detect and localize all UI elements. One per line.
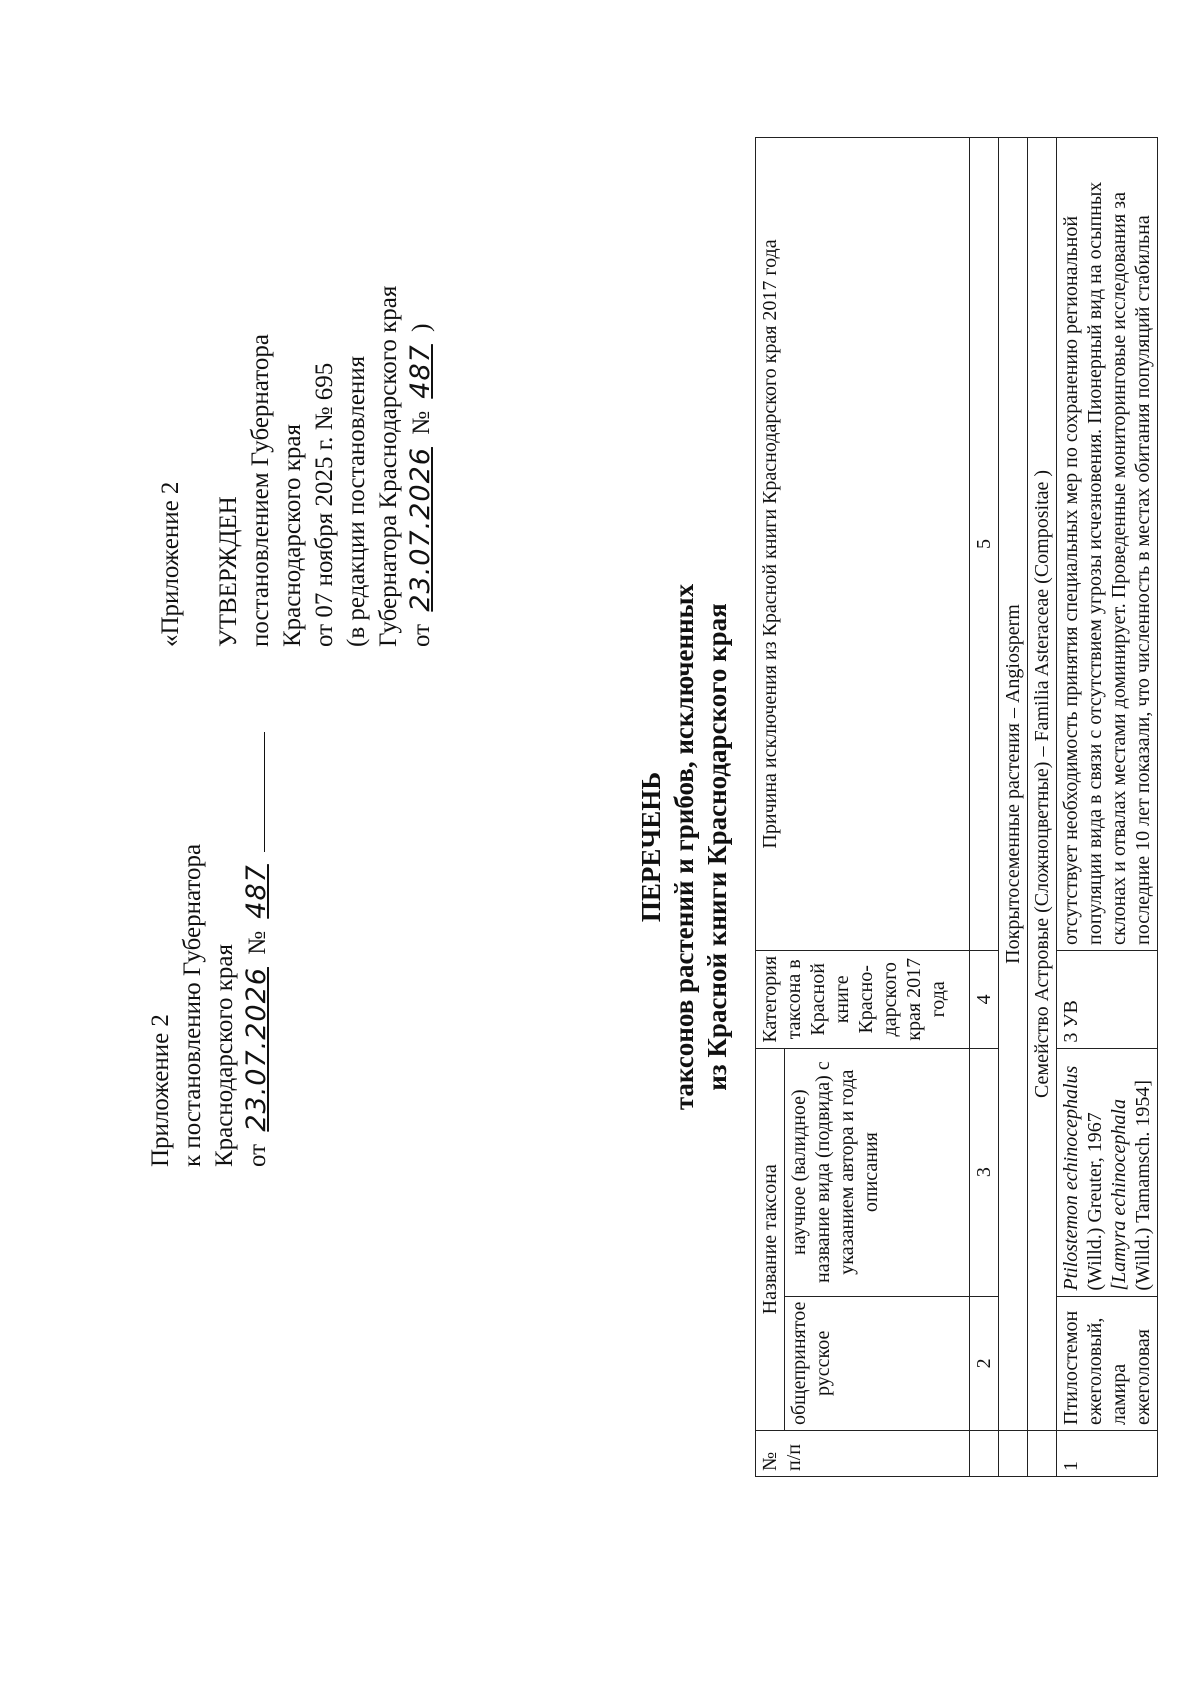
right-annex-line7: Губернатора Краснодарского края	[375, 285, 402, 647]
right-annex-line5: от 07 ноября 2025 г. № 695	[311, 362, 338, 647]
table-header-row1	[756, 138, 785, 1477]
left-annex-number: 487	[241, 864, 272, 919]
title-line1: ПЕРЕЧЕНЬ	[636, 771, 666, 923]
left-annex-date: 23.07.2026	[241, 967, 272, 1132]
column-number: 5	[970, 138, 999, 951]
right-annex-date-line	[405, 286, 438, 647]
right-annex-number: 487	[405, 344, 436, 399]
header-reason: Причина исключения из Красной книги Краснодарского края 2017 года	[756, 138, 970, 951]
right-annex-date: 23.07.2026	[405, 447, 436, 612]
row-num: 1	[1057, 1431, 1158, 1477]
right-annex-line3: постановлением Губернатора	[247, 334, 274, 647]
right-annex-close: )	[408, 323, 435, 332]
scientific-name-italic: Ptilostemon echinocephalus	[1060, 1065, 1082, 1291]
column-number: 4	[970, 950, 999, 1048]
table-row	[1057, 138, 1158, 1477]
row-category: 3 УВ	[1057, 950, 1158, 1048]
column-number: 2	[970, 1296, 999, 1430]
title-line3: из Красной книги Краснодарского края	[702, 603, 732, 1091]
right-annex-number-prefix: №	[408, 410, 435, 435]
section-row	[999, 138, 1028, 1477]
left-annex-line2: к постановлению Губернатора	[179, 843, 206, 1167]
column-number-empty	[970, 1431, 999, 1477]
header-taxon-name: Название таксона	[756, 1048, 785, 1430]
right-annex-line6: (в редакции постановления	[343, 355, 370, 647]
left-annex-from: от	[244, 1143, 271, 1167]
row-russian-name: Птилостемон ежеголовый, ламира ежеголовая	[1057, 1296, 1158, 1430]
header-scientific: научное (валидное) название вида (подвида) с указанием автора и года описания	[785, 1048, 970, 1296]
right-annex	[155, 286, 438, 647]
family-label: Семейство Астровые (Сложноцветные) – Familia Asteraceae (Compositae )	[1028, 138, 1057, 1431]
right-annex-line1: «Приложение 2	[157, 481, 184, 647]
spacer	[187, 286, 213, 647]
header-russian: общепринятое русское	[785, 1296, 970, 1430]
header-category: Категория таксона в Красной книге Красно-дарского края 2017 года	[756, 950, 970, 1048]
left-annex	[145, 732, 274, 1167]
right-annex-line4: Краснодарского края	[279, 424, 306, 647]
row-reason: отсутствует необходимость принятия специальных мер по сохранению региональной популяции вида в связи с отсутствием угрозы исчезновения. Пионерный вид на осыпных склонах и отвалах местами доминирует. Проведенные мониторинговые исследования за последние 10 лет показали, что численность в местах обитания популяций стабильна	[1057, 138, 1158, 951]
rotated-page	[35, 47, 1165, 1647]
right-annex-from: от	[408, 623, 435, 647]
synonym-italic: [Lamyra echinocephala	[1108, 1099, 1130, 1291]
synonym-author: (Willd.) Tamamsch. 1954]	[1132, 1079, 1154, 1291]
section-label: Покрытосеменные растения – Angiosperm	[999, 138, 1028, 1431]
right-annex-line2: УТВЕРЖДЕН	[215, 496, 242, 647]
section-row-num	[999, 1431, 1028, 1477]
left-annex-line3: Краснодарского края	[211, 944, 238, 1167]
scientific-name-author: (Willd.) Greuter, 1967	[1084, 1112, 1106, 1291]
family-row-num	[1028, 1431, 1057, 1477]
row-scientific-name	[1057, 1048, 1158, 1296]
header-num: № п/п	[756, 1431, 970, 1477]
left-annex-date-line	[241, 732, 274, 1167]
left-annex-line1: Приложение 2	[147, 1014, 174, 1167]
left-annex-underline	[264, 732, 265, 852]
family-row	[1028, 138, 1057, 1477]
column-number-row	[970, 138, 999, 1477]
taxa-table	[755, 137, 1158, 1477]
title-line2: таксонов растений и грибов, исключенных	[669, 583, 699, 1111]
left-annex-number-prefix: №	[244, 930, 271, 955]
document-title	[635, 47, 734, 1647]
column-number: 3	[970, 1048, 999, 1296]
